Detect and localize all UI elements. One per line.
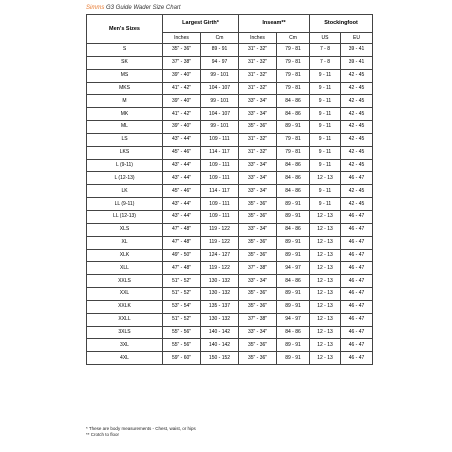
inseam-inches-cell: 35" - 36" xyxy=(239,352,277,365)
us-size-cell: 9 - 11 xyxy=(310,82,341,95)
table-row xyxy=(87,82,373,95)
girth-inches-cell: 51" - 52" xyxy=(163,275,201,288)
girth-cm-cell: 130 - 132 xyxy=(201,313,239,326)
girth-inches-cell: 41" - 42" xyxy=(163,108,201,121)
inseam-inches-cell: 31" - 32" xyxy=(239,44,277,57)
girth-cm-cell: 114 - 117 xyxy=(201,185,239,198)
girth-inches-cell: 47" - 48" xyxy=(163,236,201,249)
subheader-inseam-cm: Cm xyxy=(277,33,310,44)
inseam-cm-cell: 94 - 97 xyxy=(277,262,310,275)
table-row xyxy=(87,108,373,121)
subheader-girth-inches: Inches xyxy=(163,33,201,44)
inseam-cm-cell: 84 - 86 xyxy=(277,223,310,236)
girth-cm-cell: 124 - 127 xyxy=(201,249,239,262)
header-inseam: Inseam** xyxy=(239,15,310,33)
inseam-cm-cell: 84 - 86 xyxy=(277,108,310,121)
us-size-cell: 12 - 13 xyxy=(310,249,341,262)
footnote-crotch-to-floor: ** Crotch to floor xyxy=(86,432,120,437)
inseam-inches-cell: 31" - 32" xyxy=(239,56,277,69)
table-row xyxy=(87,262,373,275)
eu-size-cell: 46 - 47 xyxy=(341,352,373,365)
girth-cm-cell: 104 - 107 xyxy=(201,108,239,121)
girth-inches-cell: 43" - 44" xyxy=(163,172,201,185)
inseam-inches-cell: 33" - 34" xyxy=(239,185,277,198)
size-cell: XXLL xyxy=(87,313,163,326)
girth-cm-cell: 104 - 107 xyxy=(201,82,239,95)
size-cell: L (9-11) xyxy=(87,159,163,172)
us-size-cell: 9 - 11 xyxy=(310,185,341,198)
us-size-cell: 12 - 13 xyxy=(310,172,341,185)
size-cell: XXLK xyxy=(87,300,163,313)
table-row xyxy=(87,313,373,326)
girth-cm-cell: 119 - 122 xyxy=(201,262,239,275)
table-row xyxy=(87,159,373,172)
girth-inches-cell: 43" - 44" xyxy=(163,159,201,172)
inseam-cm-cell: 79 - 81 xyxy=(277,69,310,82)
eu-size-cell: 46 - 47 xyxy=(341,313,373,326)
inseam-cm-cell: 84 - 86 xyxy=(277,95,310,108)
header-row xyxy=(87,15,373,33)
size-cell: LK xyxy=(87,185,163,198)
chart-title xyxy=(86,4,181,12)
table-row xyxy=(87,185,373,198)
girth-cm-cell: 135 - 137 xyxy=(201,300,239,313)
us-size-cell: 9 - 11 xyxy=(310,159,341,172)
inseam-inches-cell: 35" - 36" xyxy=(239,198,277,211)
size-cell: XXLS xyxy=(87,275,163,288)
inseam-cm-cell: 79 - 81 xyxy=(277,82,310,95)
eu-size-cell: 46 - 47 xyxy=(341,223,373,236)
girth-cm-cell: 99 - 101 xyxy=(201,69,239,82)
girth-cm-cell: 109 - 111 xyxy=(201,210,239,223)
table-row xyxy=(87,198,373,211)
eu-size-cell: 42 - 45 xyxy=(341,82,373,95)
table-row xyxy=(87,249,373,262)
inseam-cm-cell: 84 - 86 xyxy=(277,185,310,198)
us-size-cell: 12 - 13 xyxy=(310,262,341,275)
girth-cm-cell: 119 - 122 xyxy=(201,236,239,249)
size-cell: 4XL xyxy=(87,352,163,365)
inseam-cm-cell: 84 - 86 xyxy=(277,275,310,288)
size-cell: ML xyxy=(87,121,163,134)
us-size-cell: 12 - 13 xyxy=(310,313,341,326)
inseam-inches-cell: 33" - 34" xyxy=(239,159,277,172)
size-cell: 3XLS xyxy=(87,326,163,339)
table-row xyxy=(87,288,373,301)
inseam-cm-cell: 84 - 86 xyxy=(277,159,310,172)
inseam-cm-cell: 89 - 91 xyxy=(277,352,310,365)
us-size-cell: 12 - 13 xyxy=(310,300,341,313)
inseam-inches-cell: 31" - 32" xyxy=(239,146,277,159)
inseam-inches-cell: 33" - 34" xyxy=(239,95,277,108)
inseam-inches-cell: 37" - 38" xyxy=(239,262,277,275)
eu-size-cell: 42 - 45 xyxy=(341,185,373,198)
girth-cm-cell: 89 - 91 xyxy=(201,44,239,57)
eu-size-cell: 39 - 41 xyxy=(341,44,373,57)
table-row xyxy=(87,172,373,185)
inseam-inches-cell: 35" - 36" xyxy=(239,249,277,262)
girth-inches-cell: 51" - 52" xyxy=(163,313,201,326)
eu-size-cell: 46 - 47 xyxy=(341,210,373,223)
inseam-inches-cell: 35" - 36" xyxy=(239,288,277,301)
girth-inches-cell: 35" - 36" xyxy=(163,44,201,57)
inseam-inches-cell: 33" - 34" xyxy=(239,326,277,339)
girth-inches-cell: 41" - 42" xyxy=(163,82,201,95)
girth-inches-cell: 55" - 56" xyxy=(163,326,201,339)
eu-size-cell: 42 - 45 xyxy=(341,69,373,82)
table-row xyxy=(87,121,373,134)
inseam-inches-cell: 37" - 38" xyxy=(239,313,277,326)
size-cell: MK xyxy=(87,108,163,121)
eu-size-cell: 46 - 47 xyxy=(341,339,373,352)
inseam-inches-cell: 35" - 36" xyxy=(239,300,277,313)
eu-size-cell: 46 - 47 xyxy=(341,172,373,185)
inseam-cm-cell: 89 - 91 xyxy=(277,236,310,249)
girth-cm-cell: 99 - 101 xyxy=(201,95,239,108)
size-cell: S xyxy=(87,44,163,57)
us-size-cell: 12 - 13 xyxy=(310,352,341,365)
size-cell: M xyxy=(87,95,163,108)
girth-inches-cell: 47" - 48" xyxy=(163,262,201,275)
table-row xyxy=(87,326,373,339)
inseam-cm-cell: 89 - 91 xyxy=(277,300,310,313)
inseam-cm-cell: 79 - 81 xyxy=(277,133,310,146)
table-row xyxy=(87,300,373,313)
girth-inches-cell: 49" - 50" xyxy=(163,249,201,262)
eu-size-cell: 46 - 47 xyxy=(341,288,373,301)
subheader-eu: EU xyxy=(341,33,373,44)
girth-cm-cell: 114 - 117 xyxy=(201,146,239,159)
inseam-cm-cell: 89 - 91 xyxy=(277,288,310,301)
us-size-cell: 12 - 13 xyxy=(310,275,341,288)
size-cell: LS xyxy=(87,133,163,146)
girth-inches-cell: 37" - 38" xyxy=(163,56,201,69)
table-row xyxy=(87,352,373,365)
size-cell: LKS xyxy=(87,146,163,159)
girth-inches-cell: 47" - 48" xyxy=(163,223,201,236)
inseam-inches-cell: 35" - 36" xyxy=(239,210,277,223)
us-size-cell: 12 - 13 xyxy=(310,223,341,236)
header-stockingfoot: Stockingfoot xyxy=(310,15,373,33)
girth-cm-cell: 130 - 132 xyxy=(201,288,239,301)
inseam-inches-cell: 35" - 36" xyxy=(239,236,277,249)
header-mens-sizes: Men's Sizes xyxy=(87,15,163,44)
girth-cm-cell: 109 - 111 xyxy=(201,198,239,211)
eu-size-cell: 42 - 45 xyxy=(341,133,373,146)
us-size-cell: 9 - 11 xyxy=(310,133,341,146)
girth-cm-cell: 109 - 111 xyxy=(201,133,239,146)
eu-size-cell: 46 - 47 xyxy=(341,300,373,313)
girth-cm-cell: 140 - 142 xyxy=(201,326,239,339)
inseam-inches-cell: 35" - 36" xyxy=(239,339,277,352)
girth-inches-cell: 51" - 52" xyxy=(163,288,201,301)
eu-size-cell: 39 - 41 xyxy=(341,56,373,69)
brand-name: Simms xyxy=(86,5,105,11)
girth-cm-cell: 150 - 152 xyxy=(201,352,239,365)
inseam-cm-cell: 89 - 91 xyxy=(277,339,310,352)
eu-size-cell: 42 - 45 xyxy=(341,121,373,134)
girth-inches-cell: 43" - 44" xyxy=(163,198,201,211)
inseam-cm-cell: 94 - 97 xyxy=(277,313,310,326)
girth-inches-cell: 45" - 46" xyxy=(163,146,201,159)
girth-inches-cell: 43" - 44" xyxy=(163,133,201,146)
us-size-cell: 7 - 8 xyxy=(310,56,341,69)
table-row xyxy=(87,95,373,108)
us-size-cell: 9 - 11 xyxy=(310,198,341,211)
subheader-inseam-inches: Inches xyxy=(239,33,277,44)
eu-size-cell: 46 - 47 xyxy=(341,326,373,339)
table-row xyxy=(87,44,373,57)
inseam-cm-cell: 79 - 81 xyxy=(277,146,310,159)
inseam-inches-cell: 31" - 32" xyxy=(239,69,277,82)
us-size-cell: 12 - 13 xyxy=(310,236,341,249)
table-row xyxy=(87,236,373,249)
eu-size-cell: 42 - 45 xyxy=(341,146,373,159)
inseam-inches-cell: 33" - 34" xyxy=(239,223,277,236)
footnotes xyxy=(86,426,196,438)
inseam-cm-cell: 89 - 91 xyxy=(277,198,310,211)
inseam-inches-cell: 31" - 32" xyxy=(239,133,277,146)
eu-size-cell: 42 - 45 xyxy=(341,159,373,172)
us-size-cell: 12 - 13 xyxy=(310,288,341,301)
girth-cm-cell: 109 - 111 xyxy=(201,159,239,172)
girth-cm-cell: 109 - 111 xyxy=(201,172,239,185)
inseam-cm-cell: 79 - 81 xyxy=(277,44,310,57)
eu-size-cell: 46 - 47 xyxy=(341,275,373,288)
header-largest-girth: Largest Girth* xyxy=(163,15,239,33)
us-size-cell: 9 - 11 xyxy=(310,146,341,159)
inseam-cm-cell: 84 - 86 xyxy=(277,172,310,185)
us-size-cell: 12 - 13 xyxy=(310,339,341,352)
table-body xyxy=(87,44,373,365)
subheader-us: US xyxy=(310,33,341,44)
eu-size-cell: 46 - 47 xyxy=(341,262,373,275)
size-cell: XL xyxy=(87,236,163,249)
size-cell: XLK xyxy=(87,249,163,262)
girth-inches-cell: 45" - 46" xyxy=(163,185,201,198)
us-size-cell: 12 - 13 xyxy=(310,326,341,339)
girth-inches-cell: 39" - 40" xyxy=(163,95,201,108)
inseam-inches-cell: 33" - 34" xyxy=(239,172,277,185)
girth-inches-cell: 53" - 54" xyxy=(163,300,201,313)
girth-inches-cell: 59" - 60" xyxy=(163,352,201,365)
inseam-inches-cell: 31" - 32" xyxy=(239,82,277,95)
girth-inches-cell: 43" - 44" xyxy=(163,210,201,223)
subheader-girth-cm: Cm xyxy=(201,33,239,44)
inseam-inches-cell: 33" - 34" xyxy=(239,108,277,121)
inseam-cm-cell: 89 - 91 xyxy=(277,249,310,262)
table-row xyxy=(87,146,373,159)
us-size-cell: 12 - 13 xyxy=(310,210,341,223)
girth-inches-cell: 39" - 40" xyxy=(163,69,201,82)
girth-cm-cell: 119 - 122 xyxy=(201,223,239,236)
size-cell: LL (9-11) xyxy=(87,198,163,211)
us-size-cell: 9 - 11 xyxy=(310,95,341,108)
us-size-cell: 9 - 11 xyxy=(310,69,341,82)
girth-inches-cell: 39" - 40" xyxy=(163,121,201,134)
size-cell: MKS xyxy=(87,82,163,95)
girth-cm-cell: 99 - 101 xyxy=(201,121,239,134)
size-cell: L (12-13) xyxy=(87,172,163,185)
girth-cm-cell: 94 - 97 xyxy=(201,56,239,69)
inseam-inches-cell: 33" - 34" xyxy=(239,275,277,288)
us-size-cell: 9 - 11 xyxy=(310,108,341,121)
table-row xyxy=(87,275,373,288)
table-row xyxy=(87,223,373,236)
size-chart-table xyxy=(86,14,373,365)
eu-size-cell: 46 - 47 xyxy=(341,249,373,262)
size-cell: 3XL xyxy=(87,339,163,352)
size-cell: LL (12-13) xyxy=(87,210,163,223)
girth-cm-cell: 140 - 142 xyxy=(201,339,239,352)
inseam-cm-cell: 84 - 86 xyxy=(277,326,310,339)
size-cell: SK xyxy=(87,56,163,69)
size-cell: XLS xyxy=(87,223,163,236)
footnote-body-measurements: * These are body measurements - Chest, waist, or hips xyxy=(86,426,196,431)
eu-size-cell: 42 - 45 xyxy=(341,198,373,211)
size-cell: XLL xyxy=(87,262,163,275)
table-row xyxy=(87,69,373,82)
girth-inches-cell: 55" - 56" xyxy=(163,339,201,352)
title-text: G3 Guide Wader Size Chart xyxy=(104,5,181,11)
table-row xyxy=(87,210,373,223)
table-row xyxy=(87,133,373,146)
inseam-cm-cell: 89 - 91 xyxy=(277,210,310,223)
inseam-inches-cell: 35" - 36" xyxy=(239,121,277,134)
size-cell: MS xyxy=(87,69,163,82)
table-row xyxy=(87,339,373,352)
us-size-cell: 7 - 8 xyxy=(310,44,341,57)
girth-cm-cell: 130 - 132 xyxy=(201,275,239,288)
size-cell: XXL xyxy=(87,288,163,301)
eu-size-cell: 46 - 47 xyxy=(341,236,373,249)
inseam-cm-cell: 79 - 81 xyxy=(277,56,310,69)
eu-size-cell: 42 - 45 xyxy=(341,108,373,121)
table-row xyxy=(87,56,373,69)
eu-size-cell: 42 - 45 xyxy=(341,95,373,108)
inseam-cm-cell: 89 - 91 xyxy=(277,121,310,134)
us-size-cell: 9 - 11 xyxy=(310,121,341,134)
